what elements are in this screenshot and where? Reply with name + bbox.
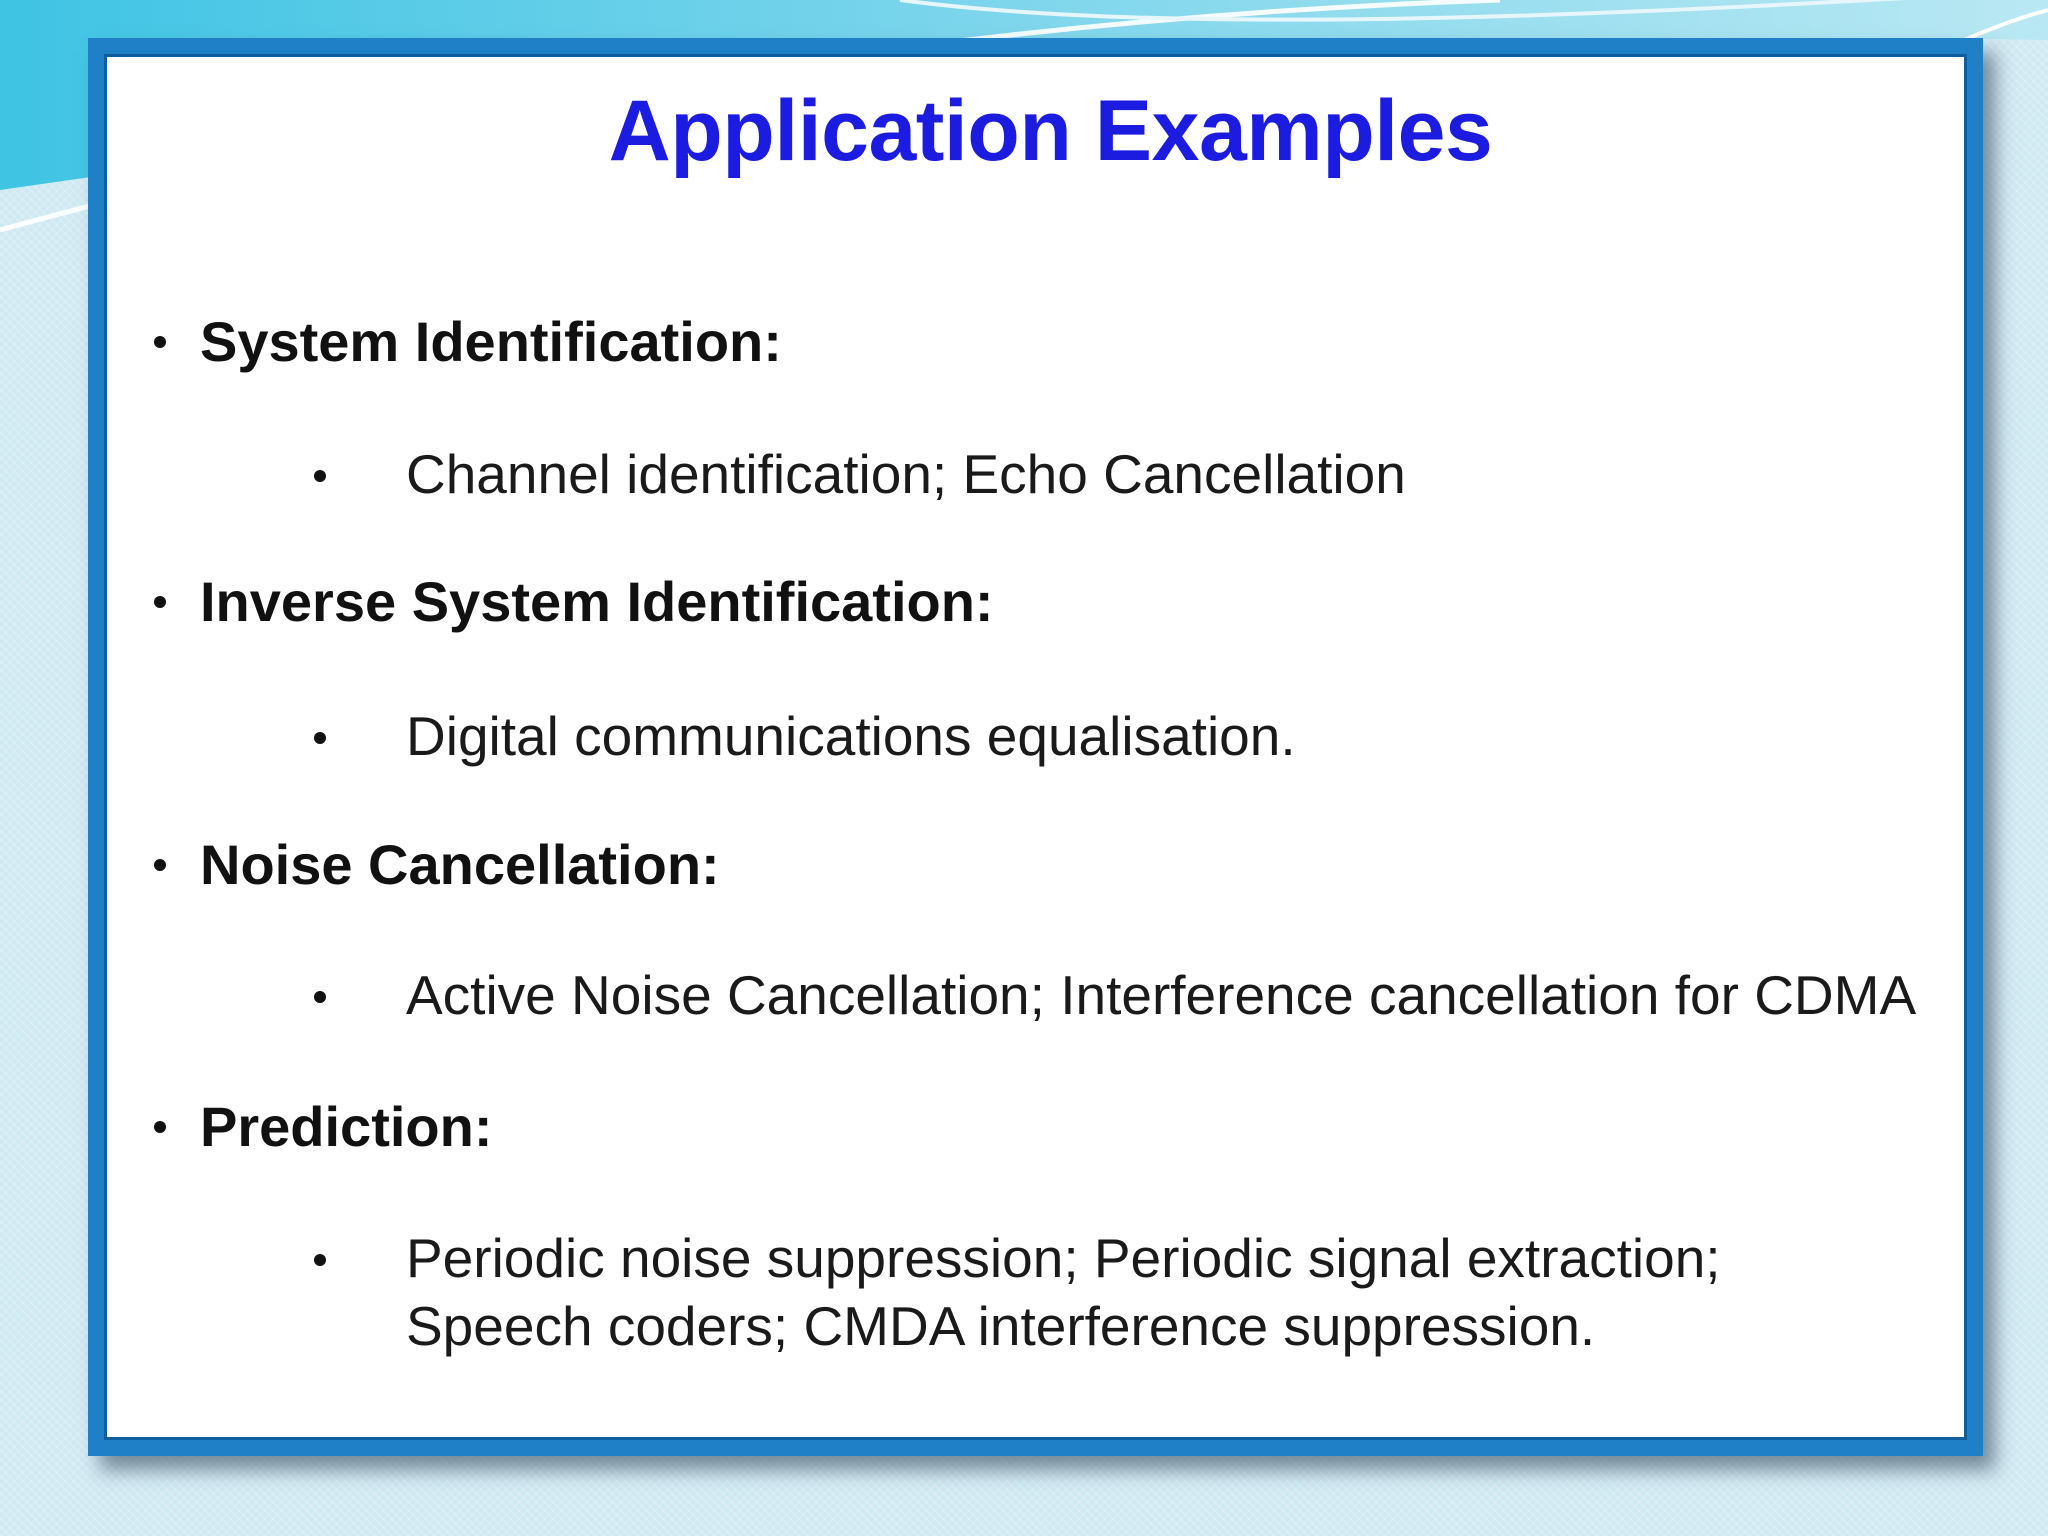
slide-frame [88, 38, 1983, 1456]
bullet-inverse-system-identification [144, 569, 994, 634]
slide-title: Application Examples [608, 83, 1493, 179]
bullet-heading: Inverse System Identification: [200, 570, 994, 633]
bullet-noise-cancellation [144, 832, 720, 897]
bullet-system-identification [144, 309, 782, 374]
sub-bullet-text: Digital communications equalisation. [406, 705, 1296, 767]
sub-bullet-text: Periodic noise suppression; Periodic signal extraction; Speech coders; CMDA interference suppression. [406, 1227, 1721, 1357]
bullet-list [104, 54, 1967, 1440]
bullet-dot-icon [154, 859, 166, 871]
bullet-dot-icon [314, 991, 326, 1003]
sub-bullet-text: Channel identification; Echo Cancellation [406, 443, 1406, 505]
bullet-prediction [144, 1094, 492, 1159]
bullet-dot-icon [154, 1121, 166, 1133]
bullet-dot-icon [154, 336, 166, 348]
sub-bullet-noise-cancellation [314, 961, 1916, 1029]
bullet-dot-icon [154, 596, 166, 608]
bullet-heading: Prediction: [200, 1095, 493, 1158]
sub-bullet-system-identification [314, 440, 1406, 508]
sub-bullet-inverse-system-identification [314, 702, 1296, 770]
bullet-heading: System Identification: [200, 310, 782, 373]
bullet-dot-icon [314, 732, 326, 744]
bullet-dot-icon [314, 470, 326, 482]
sub-bullet-text: Active Noise Cancellation; Interference cancellation for CDMA [406, 964, 1917, 1026]
sub-bullet-prediction [314, 1224, 1721, 1360]
bullet-dot-icon [314, 1254, 326, 1266]
bullet-heading: Noise Cancellation: [200, 833, 720, 896]
